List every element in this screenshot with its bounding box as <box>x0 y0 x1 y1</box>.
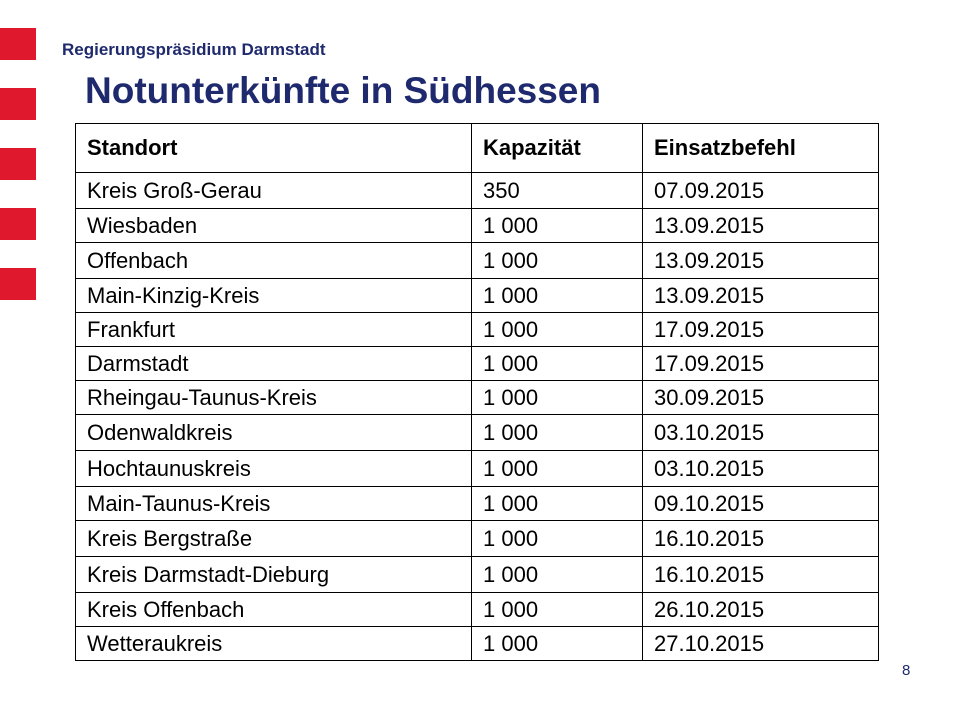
table-row <box>76 593 879 627</box>
brand-bar <box>0 28 36 60</box>
page-title: Notunterkünfte in Südhessen <box>85 70 601 111</box>
table-row <box>76 451 879 487</box>
einsatzbefehl-cell: 26.10.2015 <box>643 593 879 627</box>
column-header-kapazitaet: Kapazität <box>472 124 643 173</box>
table-row <box>76 347 879 381</box>
table-row <box>76 557 879 593</box>
kapazitaet-cell: 1 000 <box>472 313 643 347</box>
standort-cell: Darmstadt <box>76 347 472 381</box>
brand-bar <box>0 148 36 180</box>
table-header-row <box>76 124 879 173</box>
kapazitaet-cell: 1 000 <box>472 593 643 627</box>
standort-cell: Kreis Bergstraße <box>76 521 472 557</box>
kapazitaet-cell: 350 <box>472 173 643 209</box>
column-header-einsatzbefehl: Einsatzbefehl <box>643 124 879 173</box>
einsatzbefehl-cell: 13.09.2015 <box>643 243 879 279</box>
table-row <box>76 209 879 243</box>
table-row <box>76 627 879 661</box>
einsatzbefehl-cell: 03.10.2015 <box>643 415 879 451</box>
brand-bar <box>0 268 36 300</box>
brand-bar <box>0 88 36 120</box>
kapazitaet-cell: 1 000 <box>472 557 643 593</box>
table-row <box>76 313 879 347</box>
standort-cell: Hochtaunuskreis <box>76 451 472 487</box>
standort-cell: Kreis Groß-Gerau <box>76 173 472 209</box>
kapazitaet-cell: 1 000 <box>472 381 643 415</box>
einsatzbefehl-cell: 16.10.2015 <box>643 521 879 557</box>
table-row <box>76 521 879 557</box>
einsatzbefehl-cell: 30.09.2015 <box>643 381 879 415</box>
standort-cell: Kreis Darmstadt-Dieburg <box>76 557 472 593</box>
einsatzbefehl-cell: 13.09.2015 <box>643 279 879 313</box>
kapazitaet-cell: 1 000 <box>472 279 643 313</box>
standort-cell: Wetteraukreis <box>76 627 472 661</box>
einsatzbefehl-cell: 03.10.2015 <box>643 451 879 487</box>
kapazitaet-cell: 1 000 <box>472 521 643 557</box>
table-row <box>76 487 879 521</box>
kapazitaet-cell: 1 000 <box>472 415 643 451</box>
table-row <box>76 243 879 279</box>
einsatzbefehl-cell: 17.09.2015 <box>643 313 879 347</box>
kapazitaet-cell: 1 000 <box>472 487 643 521</box>
page-number: 8 <box>902 662 911 679</box>
standort-cell: Main-Taunus-Kreis <box>76 487 472 521</box>
kapazitaet-cell: 1 000 <box>472 209 643 243</box>
einsatzbefehl-cell: 27.10.2015 <box>643 627 879 661</box>
standort-cell: Kreis Offenbach <box>76 593 472 627</box>
kapazitaet-cell: 1 000 <box>472 243 643 279</box>
shelter-table <box>75 123 879 661</box>
einsatzbefehl-cell: 09.10.2015 <box>643 487 879 521</box>
einsatzbefehl-cell: 16.10.2015 <box>643 557 879 593</box>
standort-cell: Main-Kinzig-Kreis <box>76 279 472 313</box>
kapazitaet-cell: 1 000 <box>472 627 643 661</box>
standort-cell: Wiesbaden <box>76 209 472 243</box>
standort-cell: Rheingau-Taunus-Kreis <box>76 381 472 415</box>
table-row <box>76 173 879 209</box>
standort-cell: Offenbach <box>76 243 472 279</box>
standort-cell: Odenwaldkreis <box>76 415 472 451</box>
brand-bar <box>0 208 36 240</box>
einsatzbefehl-cell: 17.09.2015 <box>643 347 879 381</box>
column-header-standort: Standort <box>76 124 472 173</box>
kapazitaet-cell: 1 000 <box>472 451 643 487</box>
organization-name: Regierungspräsidium Darmstadt <box>62 40 326 59</box>
table-row <box>76 415 879 451</box>
kapazitaet-cell: 1 000 <box>472 347 643 381</box>
table-body <box>76 173 879 661</box>
einsatzbefehl-cell: 13.09.2015 <box>643 209 879 243</box>
table-row <box>76 381 879 415</box>
standort-cell: Frankfurt <box>76 313 472 347</box>
table-row <box>76 279 879 313</box>
einsatzbefehl-cell: 07.09.2015 <box>643 173 879 209</box>
